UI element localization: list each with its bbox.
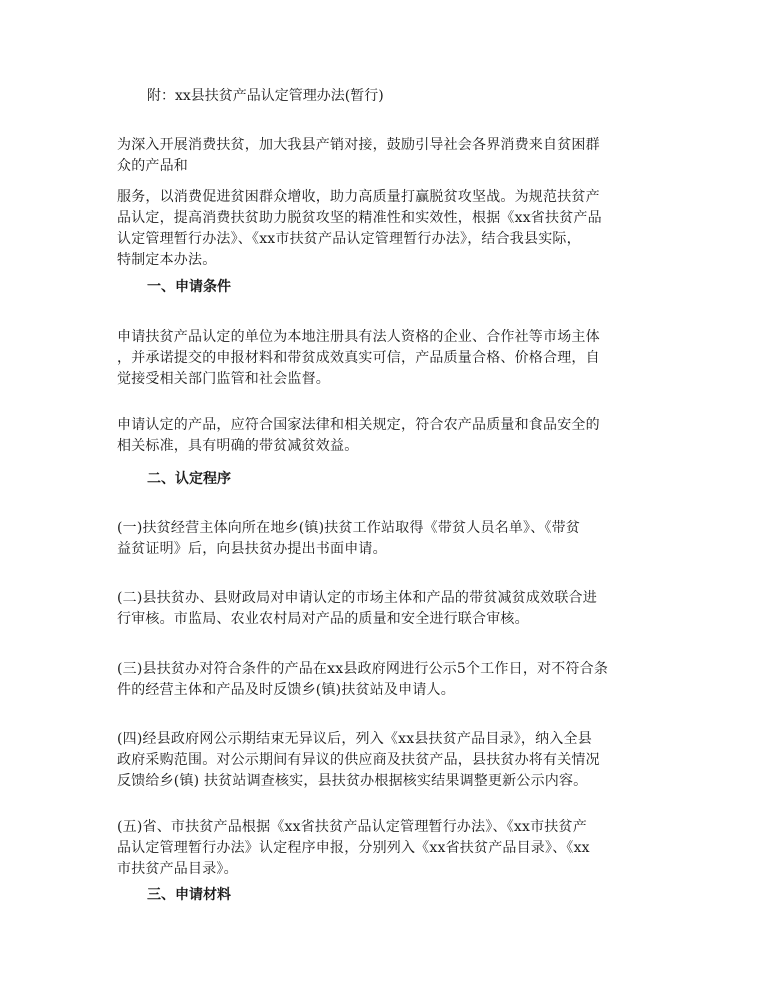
- procedure-step-4: [117, 729, 657, 792]
- text-line: 行审核。市监局、农业农村局对产品的质量和安全进行联合审核。: [117, 611, 529, 627]
- text-line: 为深入开展消费扶贫，加大我县产销对接，鼓励引导社会各界消费来自贫困群: [117, 137, 600, 153]
- document-title: 附：xx县扶贫产品认定管理办法(暂行): [147, 88, 384, 104]
- text-line: 市扶贫产品目录》。: [117, 861, 238, 877]
- intro-paragraph-1: [117, 135, 657, 177]
- text-line: (二)县扶贫办、县财政局对申请认定的市场主体和产品的带贫减贫成效联合进: [117, 590, 597, 606]
- text-line: (四)经县政府网公示期结束无异议后，列入《xx县扶贫产品目录》，纳入全县: [117, 731, 592, 747]
- procedure-step-1: [117, 518, 657, 560]
- text-line: 申请扶贫产品认定的单位为本地注册具有法人资格的企业、合作社等市场主体: [117, 329, 600, 345]
- section-heading-certification-procedure: 二、认定程序: [147, 471, 231, 487]
- text-line: 品认定管理暂行办法》认定程序申报，分别列入《xx省扶贫产品目录》、《xx: [117, 840, 590, 856]
- text-line: 相关标准，具有明确的带贫减贫效益。: [117, 438, 359, 454]
- text-line: 申请认定的产品，应符合国家法律和相关规定，符合农产品质量和食品安全的: [117, 417, 600, 433]
- intro-paragraph-2: [117, 187, 657, 271]
- text-line: (五)省、市扶贫产品根据《xx省扶贫产品认定管理暂行办法》、《xx市扶贫产: [117, 819, 587, 835]
- procedure-step-2: [117, 588, 657, 630]
- text-line: 众的产品和: [117, 158, 188, 174]
- text-line: 政府采购范围。对公示期间有异议的供应商及扶贫产品，县扶贫办将有关情况: [117, 752, 600, 768]
- text-line: (三)县扶贫办对符合条件的产品在xx县政府网进行公示5个工作日，对不符合条: [117, 661, 609, 677]
- text-line: 反馈给乡(镇) 扶贫站调查核实，县扶贫办根据核实结果调整更新公示内容。: [117, 773, 588, 789]
- text-line: 件的经营主体和产品及时反馈乡(镇)扶贫站及申请人。: [117, 682, 455, 698]
- text-line: 益贫证明》后，向县扶贫办提出书面申请。: [117, 541, 387, 557]
- text-line: 品认定，提高消费扶贫助力脱贫攻坚的精准性和实效性，根据《xx省扶贫产品: [117, 210, 602, 226]
- text-line: 服务，以消费促进贫困群众增收，助力高质量打赢脱贫攻坚战。为规范扶贫产: [117, 189, 600, 205]
- conditions-paragraph-2: [117, 415, 657, 457]
- text-line: 特制定本办法。: [117, 252, 217, 268]
- procedure-step-3: [117, 659, 657, 701]
- text-line: ，并承诺提交的申报材料和带贫成效真实可信，产品质量合格、价格合理，自: [117, 350, 600, 366]
- conditions-paragraph-1: [117, 327, 657, 390]
- section-heading-application-materials: 三、申请材料: [147, 887, 231, 903]
- text-line: 觉接受相关部门监管和社会监督。: [117, 371, 330, 387]
- section-heading-application-conditions: 一、申请条件: [147, 279, 231, 295]
- text-line: 认定管理暂行办法》、《xx市扶贫产品认定管理暂行办法》，结合我县实际，: [117, 231, 581, 247]
- text-line: (一)扶贫经营主体向所在地乡(镇)扶贫工作站取得《带贫人员名单》、《带贫: [117, 520, 581, 536]
- procedure-step-5: [117, 817, 657, 880]
